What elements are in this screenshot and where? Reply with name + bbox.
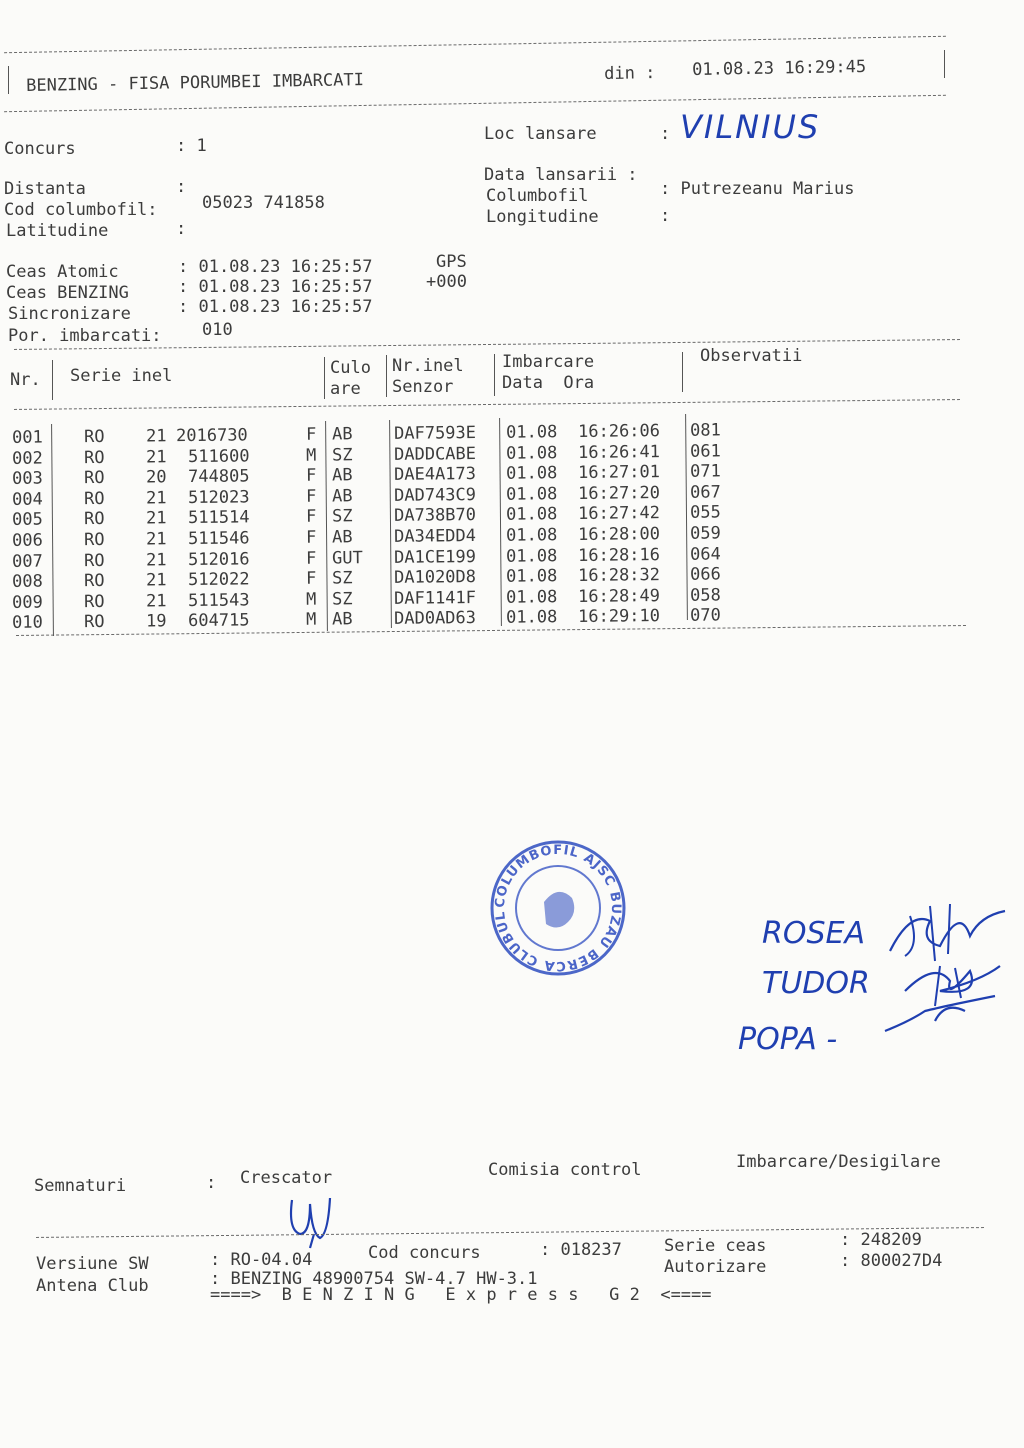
cell-date: 01.08 — [505, 607, 558, 629]
table-header-rule — [14, 399, 960, 410]
cell-sex: M — [305, 589, 317, 610]
latitudine-label: Latitudine — [6, 221, 109, 241]
cell-color: AB — [331, 527, 353, 548]
cell-color: SZ — [331, 589, 353, 610]
committee-signatures — [880, 896, 1010, 1046]
cell-ring: 604715 — [187, 610, 250, 632]
cell-time: 16:27:01 — [577, 462, 661, 484]
cell-date: 01.08 — [505, 483, 558, 505]
handwritten-name-1: ROSEA — [762, 916, 865, 951]
cod-columbofil-label: Cod columbofil: — [4, 200, 158, 220]
cell-color: SZ — [331, 568, 353, 589]
cell-color: GUT — [331, 547, 363, 569]
cod-concurs-value: : 018237 — [540, 1240, 622, 1260]
cell-date: 01.08 — [505, 566, 558, 587]
cell-sex: F — [305, 486, 317, 507]
cell-sex: M — [305, 610, 317, 631]
ceas-benzing-value: : 01.08.23 16:25:57 — [178, 277, 373, 297]
th-culoare-1: Culo — [330, 358, 371, 378]
cell-date: 01.08 — [505, 442, 558, 464]
cell-sensor: DAE4A173 — [393, 464, 477, 486]
columbofil-label: Columbofil — [486, 186, 589, 206]
cell-date: 01.08 — [505, 422, 558, 443]
cell-ring: 511600 — [187, 445, 250, 467]
cell-time: 16:26:06 — [577, 421, 661, 442]
cell-nr: 006 — [11, 530, 43, 551]
col-bar-serie — [324, 357, 325, 399]
th-imbarcare-2: Data Ora — [502, 373, 595, 393]
cell-country: RO — [83, 509, 105, 530]
handwritten-name-3: POPA - — [738, 1022, 838, 1057]
cell-date: 01.08 — [505, 545, 558, 567]
loc-lansare-handwritten: VILNIUS — [680, 108, 821, 146]
cell-sensor: DAD743C9 — [393, 484, 477, 506]
imbarcare-desigilare-label: Imbarcare/Desigilare — [736, 1152, 941, 1172]
benzing-express-banner: ====> B E N Z I N G E x p r e s s G 2 <==== — [210, 1285, 712, 1305]
cell-obs: 061 — [689, 441, 721, 462]
autorizare-label: Autorizare — [664, 1257, 767, 1277]
cell-obs: 059 — [689, 523, 721, 544]
cell-country: RO — [83, 550, 105, 571]
cell-nr: 001 — [11, 427, 43, 448]
cell-year: 21 — [145, 426, 167, 447]
serie-ceas-value: : 248209 — [840, 1230, 922, 1250]
cell-country: RO — [83, 488, 105, 509]
cell-country: RO — [83, 426, 105, 448]
cell-nr: 008 — [11, 571, 43, 593]
cell-sensor: DADDCABE — [393, 443, 477, 465]
cell-nr: 007 — [11, 551, 43, 572]
cell-time: 16:27:42 — [577, 503, 661, 525]
cell-ring: 511546 — [187, 528, 250, 550]
sincronizare-label: Sincronizare — [8, 304, 131, 324]
stamp-text: COLUMBOFIL AJSC BUZAU BERCA CLUBUL — [492, 842, 624, 974]
cell-country: RO — [83, 529, 105, 551]
antena-club-label: Antena Club — [36, 1276, 149, 1296]
ceas-benzing-label: Ceas BENZING — [6, 283, 129, 303]
cell-country: RO — [83, 612, 105, 633]
cell-sensor: DA738B70 — [393, 505, 477, 527]
cell-nr: 005 — [11, 509, 43, 531]
cell-year: 20 — [145, 467, 167, 488]
cell-sensor: DA1CE199 — [393, 546, 477, 568]
cell-year: 21 — [145, 488, 167, 509]
cod-concurs-label: Cod concurs — [368, 1243, 481, 1263]
th-serie-inel: Serie inel — [70, 366, 173, 386]
ceas-benzing-suffix: +000 — [426, 272, 467, 292]
comisia-control-label: Comisia control — [488, 1160, 642, 1180]
longitudine-sep: : — [660, 206, 671, 226]
handwritten-name-2: TUDOR — [762, 966, 870, 1001]
date-label: din : — [604, 63, 656, 84]
cell-color: SZ — [331, 444, 353, 466]
th-imbarcare-1: Imbarcare — [502, 352, 595, 372]
cell-ring: 511514 — [187, 507, 250, 529]
cell-time: 16:28:32 — [577, 565, 661, 587]
data-lansarii-label: Data lansarii : — [484, 165, 638, 185]
cell-ring: 512022 — [187, 569, 250, 591]
cell-country: RO — [83, 591, 105, 612]
cell-year: 21 — [145, 529, 167, 550]
antena-club-value: : BENZING 48900754 SW-4.7 HW-3.1 — [210, 1269, 538, 1289]
cell-year: 21 — [145, 591, 167, 612]
cell-year: 19 — [145, 611, 167, 632]
cell-time: 16:27:20 — [577, 482, 661, 504]
header-top-rule — [4, 36, 946, 53]
cell-year: 21 — [145, 570, 167, 591]
versiune-sw-label: Versiune SW — [36, 1254, 149, 1274]
cod-columbofil-value: 05023 741858 — [202, 193, 325, 213]
latitudine-sep: : — [176, 219, 187, 239]
versiune-sw-value: : RO-04.04 — [210, 1250, 313, 1270]
cell-date: 01.08 — [505, 586, 558, 608]
col-bar-nr — [52, 360, 53, 400]
cell-year: 21 — [145, 446, 167, 468]
col-bar-culoare — [386, 355, 387, 397]
cell-time: 16:28:00 — [577, 524, 661, 545]
serie-ceas-label: Serie ceas — [664, 1236, 767, 1256]
porumbei-imbarcati-value: 010 — [202, 320, 233, 340]
distanta-sep: : — [176, 177, 187, 197]
semnaturi-label: Semnaturi — [34, 1176, 127, 1196]
cell-sex: F — [305, 548, 317, 569]
sincronizare-value: : 01.08.23 16:25:57 — [178, 297, 373, 317]
loc-lansare-label: Loc lansare — [484, 124, 597, 144]
semnaturi-sep: : — [206, 1173, 217, 1193]
columbofil-value: : Putrezeanu Marius — [660, 179, 855, 199]
header-right-bar — [944, 50, 945, 78]
cell-obs: 081 — [689, 420, 721, 441]
cell-sex: F — [305, 527, 317, 548]
cell-time: 16:28:49 — [577, 585, 661, 607]
cell-sex: M — [305, 445, 317, 466]
cell-year: 21 — [145, 508, 167, 529]
autorizare-value: : 800027D4 — [840, 1251, 943, 1271]
cell-sensor: DAF7593E — [393, 423, 477, 444]
cell-color: AB — [331, 424, 353, 445]
th-nr-inel-1: Nr.inel — [392, 356, 464, 376]
cell-country: RO — [83, 571, 105, 592]
cell-obs: 064 — [689, 544, 721, 565]
crescator-label: Crescator — [240, 1168, 333, 1188]
cell-ring: 2016730 — [175, 425, 248, 447]
cell-nr: 004 — [11, 489, 43, 510]
cell-date: 01.08 — [505, 463, 558, 484]
crescator-signature — [282, 1190, 352, 1250]
cell-obs: 067 — [689, 482, 721, 503]
ceas-atomic-suffix: GPS — [436, 252, 467, 272]
ceas-atomic-value: : 01.08.23 16:25:57 — [178, 257, 373, 277]
club-stamp — [484, 838, 632, 978]
cell-obs: 070 — [689, 605, 721, 627]
cell-sensor: DA34EDD4 — [393, 526, 477, 547]
cell-sex: F — [305, 465, 317, 486]
concurs-value: : 1 — [176, 136, 207, 156]
cell-time: 16:29:10 — [577, 606, 661, 628]
cell-sensor: DA1020D8 — [393, 567, 477, 589]
cell-country: RO — [83, 447, 105, 468]
longitudine-label: Longitudine — [486, 207, 599, 227]
ceas-atomic-label: Ceas Atomic — [6, 262, 119, 282]
cell-obs: 055 — [689, 502, 721, 524]
cell-date: 01.08 — [505, 504, 558, 526]
cell-sensor: DAD0AD63 — [393, 608, 477, 630]
cell-sex: F — [305, 424, 317, 445]
cell-ring: 744805 — [187, 466, 250, 488]
cell-obs: 066 — [689, 564, 721, 585]
cell-sex: F — [305, 568, 317, 589]
cell-sensor: DAF1141F — [393, 587, 477, 609]
col-bar-imbarcare — [682, 352, 683, 392]
cell-color: AB — [331, 486, 353, 507]
th-culoare-2: are — [330, 379, 361, 399]
col-bar-inel — [494, 354, 495, 396]
cell-country: RO — [83, 468, 105, 489]
cell-color: AB — [331, 609, 353, 630]
cell-color: AB — [331, 465, 353, 486]
cell-obs: 071 — [689, 461, 721, 482]
th-nr-inel-2: Senzor — [392, 377, 454, 397]
page-title: BENZING - FISA PORUMBEI IMBARCATI — [26, 70, 365, 96]
cell-year: 21 — [145, 549, 167, 571]
cell-time: 16:28:16 — [577, 544, 661, 566]
cell-ring: 512016 — [187, 548, 250, 570]
header-left-bar — [8, 66, 9, 94]
cell-nr: 002 — [11, 448, 43, 469]
porumbei-imbarcati-label: Por. imbarcati: — [8, 326, 162, 346]
cell-ring: 512023 — [187, 487, 250, 508]
cell-time: 16:26:41 — [577, 441, 661, 463]
cell-nr: 010 — [11, 612, 43, 634]
th-nr: Nr. — [10, 370, 41, 390]
cell-nr: 009 — [11, 592, 43, 613]
concurs-label: Concurs — [4, 139, 76, 159]
loc-lansare-sep: : — [660, 124, 671, 144]
cell-sex: F — [305, 507, 317, 528]
cell-obs: 058 — [689, 585, 721, 606]
cell-date: 01.08 — [505, 525, 558, 546]
print-datetime: 01.08.23 16:29:45 — [692, 56, 867, 80]
th-observatii: Observatii — [700, 346, 803, 366]
cell-ring: 511543 — [187, 590, 250, 611]
cell-color: SZ — [331, 506, 353, 527]
distanta-label: Distanta — [4, 179, 86, 199]
cell-nr: 003 — [11, 468, 43, 490]
